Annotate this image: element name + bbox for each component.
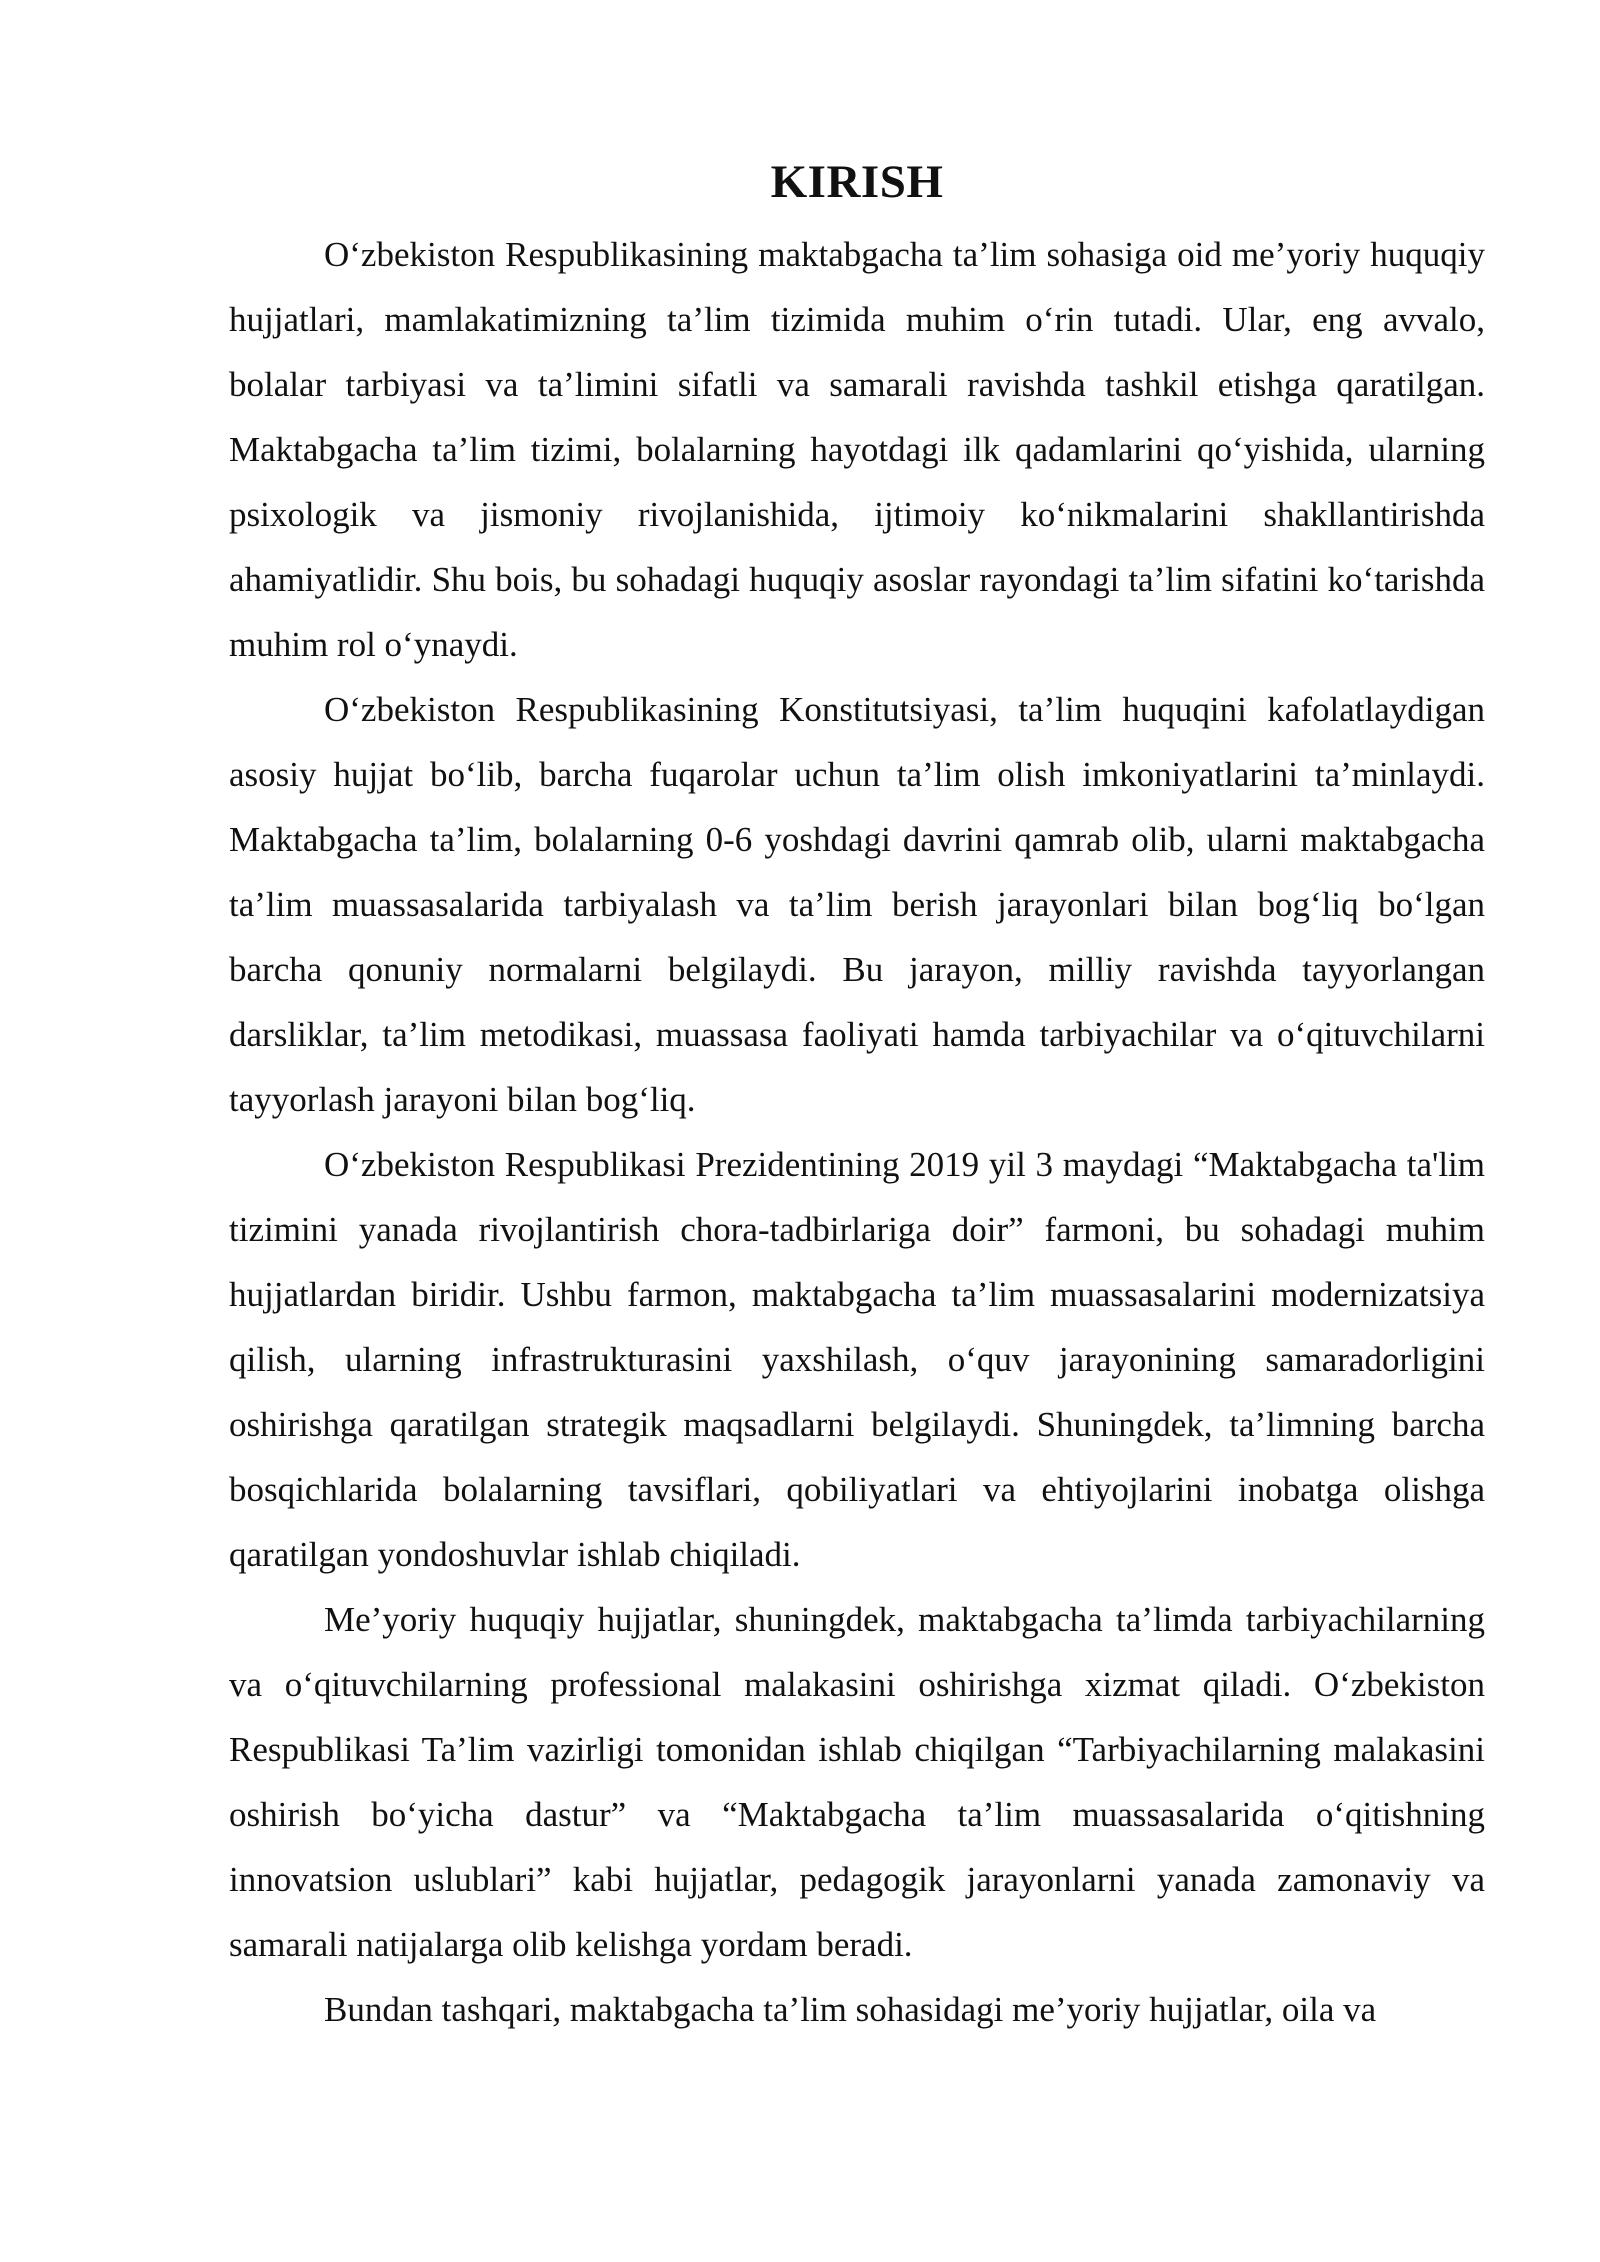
paragraph-2: O‘zbekiston Respublikasining Konstitutsiyasi, ta’lim huquqini kafolatlaydigan asosiy hujjat bo‘lib, barcha fuqarolar uchun ta’lim olish imkoniyatlarini ta’minlaydi. Maktabgacha ta’lim, bolalarning 0-6 yoshdagi davrini qamrab olib, ularni maktabgacha ta’lim muassasalarida tarbiyalash va ta’lim berish jarayonlari bilan bog‘liq bo‘lgan barcha qonuniy normalarni belgilaydi. Bu jarayon, milliy ravishda tayyorlangan darsliklar, ta’lim metodikasi, muassasa faoliyati hamda tarbiyachilar va o‘qituvchilarni tayyorlash jarayoni bilan bog‘liq.	[229, 690, 1485, 1119]
paragraph-3: O‘zbekiston Respublikasi Prezidentining 2019 yil 3 maydagi “Maktabgacha ta'lim tizimini yanada rivojlantirish chora-tadbirlariga doir” farmoni, bu sohadagi muhim hujjatlardan biridir. Ushbu farmon, maktabgacha ta’lim muassasalarini modernizatsiya qilish, ularning infrastrukturasini yaxshilash, o‘quv jarayonining samaradorligini oshirishga qaratilgan strategik maqsadlarni belgilaydi. Shuningdek, ta’limning barcha bosqichlarida bolalarning tavsiflari, qobiliyatlari va ehtiyojlarini inobatga olishga qaratilgan yondoshuvlar ishlab chiqiladi.	[229, 1145, 1485, 1574]
paragraph-1: O‘zbekiston Respublikasining maktabgacha ta’lim sohasiga oid me’yoriy huquqiy hujjatlari, mamlakatimizning ta’lim tizimida muhim o‘rin tutadi. Ular, eng avvalo, bolalar tarbiyasi va ta’limini sifatli va samarali ravishda tashkil etishga qaratilgan. Maktabgacha ta’lim tizimi, bolalarning hayotdagi ilk qadamlarini qo‘yishida, ularning psixologik va jismoniy rivojlanishida, ijtimoiy ko‘nikmalarini shakllantirishda ahamiyatlidir. Shu bois, bu sohadagi huquqiy asoslar rayondagi ta’lim sifatini ko‘tarishda muhim rol o‘ynaydi.	[229, 235, 1485, 664]
document-body	[229, 150, 1485, 2042]
paragraph-5: Bundan tashqari, maktabgacha ta’lim sohasidagi me’yoriy hujjatlar, oila va	[324, 1990, 1377, 2029]
page-title: KIRISH	[770, 156, 944, 208]
paragraph-4: Me’yoriy huquqiy hujjatlar, shuningdek, maktabgacha ta’limda tarbiyachilarning va o‘qituvchilarning professional malakasini oshirishga xizmat qiladi. O‘zbekiston Respublikasi Ta’lim vazirligi tomonidan ishlab chiqilgan “Tarbiyachilarning malakasini oshirish bo‘yicha dastur” va “Maktabgacha ta’lim muassasalarida o‘qitishning innovatsion uslublari” kabi hujjatlar, pedagogik jarayonlarni yanada zamonaviy va samarali natijalarga olib kelishga yordam beradi.	[229, 1600, 1485, 1964]
